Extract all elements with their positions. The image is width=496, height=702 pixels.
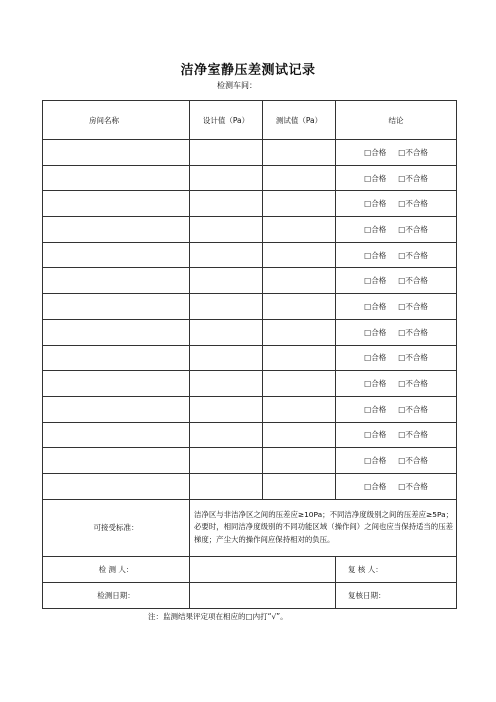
test-value-cell[interactable] <box>263 165 336 191</box>
pass-checkbox[interactable]: □合格 <box>364 379 387 389</box>
table-row <box>43 140 457 166</box>
table-row <box>43 217 457 243</box>
design-value-cell[interactable] <box>190 371 263 397</box>
reviewer-label: 复 核 人： <box>336 556 457 582</box>
header-test-value: 测试值（Pa） <box>263 101 336 140</box>
pass-checkbox[interactable]: □合格 <box>364 199 387 209</box>
room-name-cell[interactable] <box>43 242 190 268</box>
workshop-label: 检测车间： <box>217 81 257 90</box>
table-row <box>43 268 457 294</box>
conclusion-cell <box>336 217 457 243</box>
tester-field[interactable] <box>190 556 336 582</box>
room-name-cell[interactable] <box>43 345 190 371</box>
design-value-cell[interactable] <box>190 165 263 191</box>
acceptance-row <box>43 499 457 556</box>
record-table <box>42 100 457 609</box>
test-date-field[interactable] <box>190 582 336 608</box>
fail-checkbox[interactable]: □不合格 <box>398 173 428 183</box>
room-name-cell[interactable] <box>43 396 190 422</box>
pass-checkbox[interactable]: □合格 <box>364 430 387 440</box>
design-value-cell[interactable] <box>190 345 263 371</box>
test-value-cell[interactable] <box>263 217 336 243</box>
header-design-value: 设计值（Pa） <box>190 101 263 140</box>
table-row <box>43 294 457 320</box>
conclusion-cell <box>336 422 457 448</box>
table-row <box>43 191 457 217</box>
table-row <box>43 396 457 422</box>
conclusion-cell <box>336 294 457 320</box>
test-value-cell[interactable] <box>263 371 336 397</box>
room-name-cell[interactable] <box>43 319 190 345</box>
pass-checkbox[interactable]: □合格 <box>364 481 387 491</box>
conclusion-cell <box>336 268 457 294</box>
conclusion-cell <box>336 473 457 499</box>
header-conclusion: 结论 <box>336 101 457 140</box>
conclusion-cell <box>336 371 457 397</box>
pass-checkbox[interactable]: □合格 <box>364 353 387 363</box>
room-name-cell[interactable] <box>43 448 190 474</box>
fail-checkbox[interactable]: □不合格 <box>398 404 428 414</box>
test-value-cell[interactable] <box>263 396 336 422</box>
design-value-cell[interactable] <box>190 396 263 422</box>
design-value-cell[interactable] <box>190 422 263 448</box>
pass-checkbox[interactable]: □合格 <box>364 301 387 311</box>
table-row <box>43 242 457 268</box>
pass-checkbox[interactable]: □合格 <box>364 224 387 234</box>
test-value-cell[interactable] <box>263 140 336 166</box>
conclusion-cell <box>336 242 457 268</box>
table-row <box>43 319 457 345</box>
conclusion-cell <box>336 140 457 166</box>
acceptance-label: 可接受标准： <box>43 499 190 556</box>
tester-label: 检 测 人： <box>43 556 190 582</box>
test-value-cell[interactable] <box>263 242 336 268</box>
table-row <box>43 371 457 397</box>
room-name-cell[interactable] <box>43 217 190 243</box>
design-value-cell[interactable] <box>190 140 263 166</box>
acceptance-text: 洁净区与非洁净区之间的压差应≥10Pa；不同洁净度级别之间的压差应≥5Pa；必要时，相同洁净度级别的不同功能区域（操作间）之间也应当保持适当的压差梯度；产尘大的操作间应保持相对的负压。 <box>190 499 457 556</box>
test-value-cell[interactable] <box>263 319 336 345</box>
header-room-name: 房间名称 <box>43 101 190 140</box>
fail-checkbox[interactable]: □不合格 <box>398 147 428 157</box>
room-name-cell[interactable] <box>43 191 190 217</box>
fail-checkbox[interactable]: □不合格 <box>398 430 428 440</box>
fail-checkbox[interactable]: □不合格 <box>398 276 428 286</box>
test-date-label: 检测日期： <box>43 582 190 608</box>
pass-checkbox[interactable]: □合格 <box>364 173 387 183</box>
fail-checkbox[interactable]: □不合格 <box>398 481 428 491</box>
signature-row <box>43 556 457 582</box>
test-value-cell[interactable] <box>263 422 336 448</box>
test-value-cell[interactable] <box>263 294 336 320</box>
room-name-cell[interactable] <box>43 371 190 397</box>
table-row <box>43 473 457 499</box>
conclusion-cell <box>336 191 457 217</box>
room-name-cell[interactable] <box>43 294 190 320</box>
room-name-cell[interactable] <box>43 473 190 499</box>
design-value-cell[interactable] <box>190 294 263 320</box>
fail-checkbox[interactable]: □不合格 <box>398 199 428 209</box>
conclusion-cell <box>336 345 457 371</box>
page-title: 洁净室静压差测试记录 <box>180 63 316 78</box>
room-name-cell[interactable] <box>43 268 190 294</box>
test-value-cell[interactable] <box>263 448 336 474</box>
design-value-cell[interactable] <box>190 242 263 268</box>
pass-checkbox[interactable]: □合格 <box>364 404 387 414</box>
design-value-cell[interactable] <box>190 191 263 217</box>
conclusion-cell <box>336 396 457 422</box>
fail-checkbox[interactable]: □不合格 <box>398 327 428 337</box>
design-value-cell[interactable] <box>190 473 263 499</box>
date-row <box>43 582 457 608</box>
conclusion-cell <box>336 165 457 191</box>
pass-checkbox[interactable]: □合格 <box>364 456 387 466</box>
design-value-cell[interactable] <box>190 448 263 474</box>
table-row <box>43 448 457 474</box>
pass-checkbox[interactable]: □合格 <box>364 276 387 286</box>
test-value-cell[interactable] <box>263 191 336 217</box>
fail-checkbox[interactable]: □不合格 <box>398 301 428 311</box>
review-date-label: 复核日期： <box>336 582 457 608</box>
conclusion-cell <box>336 448 457 474</box>
fail-checkbox[interactable]: □不合格 <box>398 250 428 260</box>
test-value-cell[interactable] <box>263 473 336 499</box>
fail-checkbox[interactable]: □不合格 <box>398 353 428 363</box>
design-value-cell[interactable] <box>190 217 263 243</box>
pass-checkbox[interactable]: □合格 <box>364 327 387 337</box>
fail-checkbox[interactable]: □不合格 <box>398 379 428 389</box>
fail-checkbox[interactable]: □不合格 <box>398 456 428 466</box>
test-value-cell[interactable] <box>263 268 336 294</box>
table-row <box>43 345 457 371</box>
test-value-cell[interactable] <box>263 345 336 371</box>
design-value-cell[interactable] <box>190 268 263 294</box>
conclusion-cell <box>336 319 457 345</box>
footnote: 注：监测结果评定项在相应的□内打“√”。 <box>148 612 288 621</box>
room-name-cell[interactable] <box>43 422 190 448</box>
fail-checkbox[interactable]: □不合格 <box>398 224 428 234</box>
room-name-cell[interactable] <box>43 140 190 166</box>
pass-checkbox[interactable]: □合格 <box>364 250 387 260</box>
table-row <box>43 422 457 448</box>
room-name-cell[interactable] <box>43 165 190 191</box>
table-row <box>43 165 457 191</box>
table-header-row <box>43 101 457 140</box>
design-value-cell[interactable] <box>190 319 263 345</box>
pass-checkbox[interactable]: □合格 <box>364 147 387 157</box>
